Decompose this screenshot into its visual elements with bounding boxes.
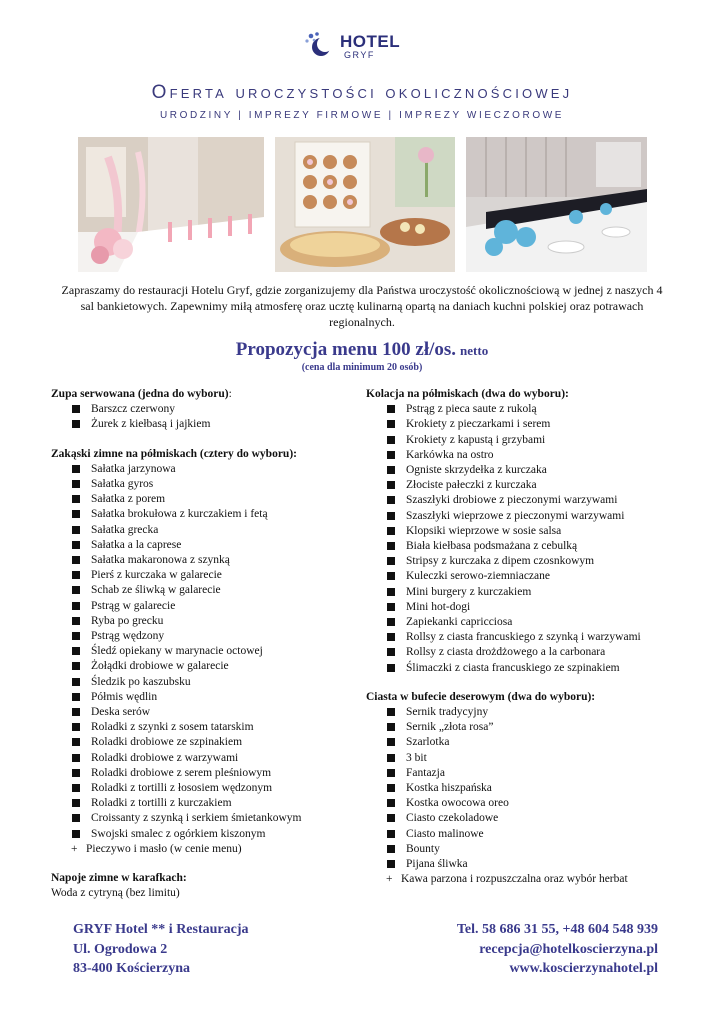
donut-wall-dessert-photo [275,137,455,272]
list-item: 3 bit [366,751,696,766]
menu-title-main: Propozycja menu 100 zł/os. [235,339,457,360]
list-item: Ciasto malinowe [366,827,696,842]
list-item: Barszcz czerwony [51,402,361,417]
list-item: Sałatka grecka [51,523,361,538]
list-item: Pstrąg z pieca saute z rukolą [366,402,696,417]
list-item: Sałatka jarzynowa [51,462,361,477]
list-item: Szaszłyki drobiowe z pieczonymi warzywami [366,493,696,508]
footer-contact [457,920,658,979]
list-item: Półmis wędlin [51,690,361,705]
list-item: Mini hot-dogi [366,600,696,615]
list-item: Kuleczki serowo-ziemniaczane [366,569,696,584]
drinks-section-head: Napoje zimne w karafkach: [51,872,187,885]
list-item: Roladki z tortilli z kurczakiem [51,796,361,811]
banquet-hall-pink-photo [78,137,264,272]
list-item: Sałatka a la caprese [51,538,361,553]
list-item: Śledzik po kaszubsku [51,675,361,690]
hotel-logo [300,30,410,64]
desserts-section-head: Ciasta w bufecie deserowym (dwa do wyboru): [366,690,596,703]
dinner-section-head: Kolacja na półmiskach (dwa do wyboru): [366,388,569,400]
soup-section-head [51,387,361,402]
menu-left-column [51,387,361,902]
list-item: Klopsiki wieprzowe w sosie salsa [366,524,696,539]
list-item: Roladki drobiowe z serem pleśniowym [51,766,361,781]
list-item: Sernik „złota rosa” [366,720,696,735]
list-item: Ogniste skrzydełka z kurczaka [366,463,696,478]
list-item: Rollsy z ciasta francuskiego z szynką i warzywami [366,630,696,645]
list-item: Sernik tradycyjny [366,705,696,720]
footer-city: 83-400 Kościerzyna [73,961,191,976]
dinner-list [366,402,696,676]
menu-title-suffix: netto [460,343,489,358]
list-item: Roladki drobiowe ze szpinakiem [51,735,361,750]
list-item: Swojski smalec z ogórkiem kiszonym [51,827,361,842]
cold-list [51,462,361,857]
offer-subtitle: URODZINY | IMPREZY FIRMOWE | IMPREZY WIECZOROWE [159,110,565,121]
menu-title [0,339,724,361]
desserts-list [366,705,696,887]
logo-stars-icon [300,30,340,60]
footer-hotel-name: GRYF Hotel ** i Restauracja [73,922,249,937]
menu-right-column [366,387,696,888]
list-item: Sałatka z porem [51,492,361,507]
soup-head-tail: : [228,388,232,400]
list-item: Ślimaczki z ciasta francuskiego ze szpinakiem [366,661,696,676]
footer-phone: Tel. 58 686 31 55, +48 604 548 939 [456,922,658,937]
list-item: Roladki z tortilli z łososiem wędzonym [51,781,361,796]
list-item: Pijana śliwka [366,857,696,872]
soup-head-bold: Zupa serwowana (jedna do wyboru) [51,388,229,400]
list-item: Pstrąg wędzony [51,629,361,644]
list-item: Ryba po grecku [51,614,361,629]
logo-hotel-text: HOTEL [340,32,401,51]
list-item: Stripsy z kurczaka z dipem czosnkowym [366,554,696,569]
list-item: Bounty [366,842,696,857]
list-item: Szaszłyki wieprzowe z pieczonymi warzywami [366,509,696,524]
list-item: Croissanty z szynką i serkiem śmietankowym [51,811,361,826]
list-item-extra: + Kawa parzona i rozpuszczalna oraz wybór herbat [366,872,696,887]
list-item: Krokiety z pieczarkami i serem [366,417,696,432]
list-item: Rollsy z ciasta drożdżowego a la carbonara [366,645,696,660]
drinks-text: Woda z cytryną (bez limitu) [51,887,180,900]
list-item: Schab ze śliwką w galarecie [51,583,361,598]
list-item: Fantazja [366,766,696,781]
list-item: Karkówka na ostro [366,448,696,463]
offer-title: Oferta uroczystości okolicznościowej [151,82,573,103]
list-item: Sałatka brokułowa z kurczakiem i fetą [51,507,361,522]
list-item-extra: + Pieczywo i masło (w cenie menu) [51,842,361,857]
list-item: Kostka owocowa oreo [366,796,696,811]
list-item: Szarlotka [366,735,696,750]
list-item: Biała kiełbasa podsmażana z cebulką [366,539,696,554]
list-item: Deska serów [51,705,361,720]
footer-website: www.koscierzynahotel.pl [509,961,658,976]
list-item: Śledź opiekany w marynacie octowej [51,644,361,659]
blue-table-setting-photo [466,137,647,272]
list-item: Roladki z szynki z sosem tatarskim [51,720,361,735]
list-item: Sałatka makaronowa z szynką [51,553,361,568]
list-item: Żołądki drobiowe w galarecie [51,659,361,674]
list-item: Ciasto czekoladowe [366,811,696,826]
menu-note: (cena dla minimum 20 osób) [301,362,423,373]
footer-email: recepcja@hotelkoscierzyna.pl [479,941,658,957]
list-item: Żurek z kiełbasą i jajkiem [51,417,361,432]
list-item: Pstrąg w galarecie [51,599,361,614]
list-item: Sałatka gyros [51,477,361,492]
list-item: Zapiekanki capricciosa [366,615,696,630]
list-item: Krokiety z kapustą i grzybami [366,433,696,448]
list-item: Złociste pałeczki z kurczaka [366,478,696,493]
footer-address [73,920,249,979]
footer-street: Ul. Ogrodowa 2 [73,941,168,957]
list-item: Pierś z kurczaka w galarecie [51,568,361,583]
logo-gryf-text: GRYF [344,50,375,60]
intro-paragraph: Zapraszamy do restauracji Hotelu Gryf, gdzie zorganizujemy dla Państwa uroczystość okolicznościową w jednej z naszych 4 sal bankietowych. Zapewnimy miłą atmosferę oraz ucztę kulinarną opartą na daniach kuchni polskiej oraz potrawach regionalnych. [61,283,663,329]
cold-section-head: Zakąski zimne na półmiskach (cztery do wyboru): [51,447,297,460]
soup-list [51,402,361,432]
list-item: Mini burgery z kurczakiem [366,585,696,600]
list-item: Roladki drobiowe z warzywami [51,751,361,766]
list-item: Kostka hiszpańska [366,781,696,796]
